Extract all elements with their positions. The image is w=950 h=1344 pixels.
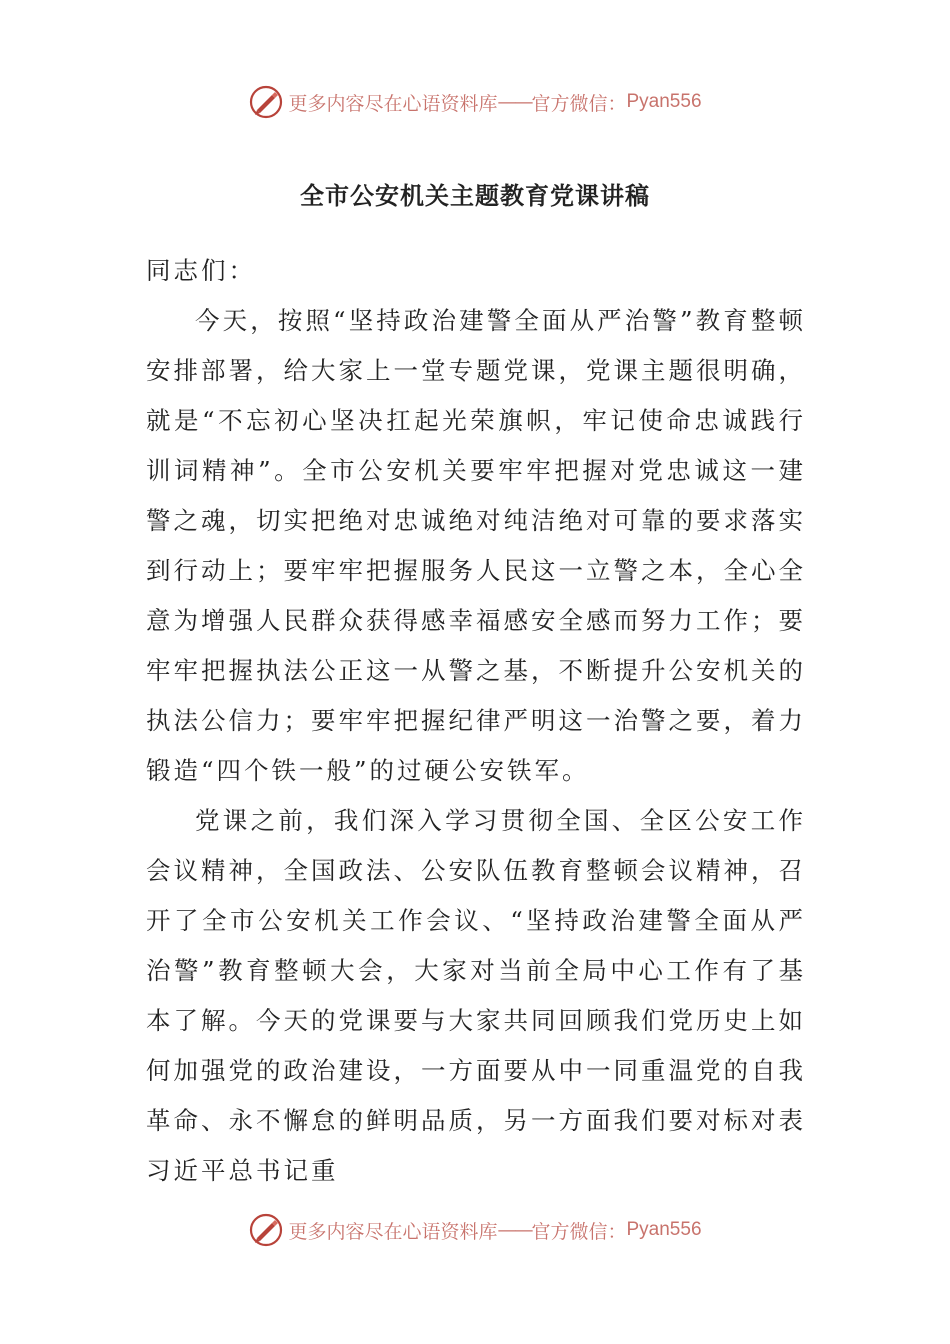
banner-dash: ——	[497, 1219, 532, 1241]
document-title: 全市公安机关主题教育党课讲稿	[300, 181, 650, 210]
salutation: 同志们：	[146, 256, 256, 285]
banner-wechat-id: Pyan556	[626, 1219, 702, 1240]
document-body	[146, 246, 806, 1196]
paragraph-1: 今天，按照“坚持政治建警全面从严治警”教育整顿安排部署，给大家上一堂专题党课，党课主题很明确，就是“不忘初心坚决扛起光荣旗帜，牢记使命忠诚践行训词精神”。全市公安机关要牢牢把握对党忠诚这一建警之魂，切实把绝对忠诚绝对纯洁绝对可靠的要求落实到行动上；要牢牢把握服务人民这一立警之本，全心全意为增强人民群众获得感幸福感安全感而努力工作；要牢牢把握执法公正这一从警之基，不断提升公安机关的执法公信力；要牢牢把握纪律严明这一治警之要，着力锻造“四个铁一般”的过硬公安铁军。	[146, 306, 806, 785]
banner-wechat-label: 官方微信：	[531, 1220, 627, 1243]
banner-text: 更多内容尽在心语资料库	[288, 92, 498, 115]
footer-watermark-banner	[0, 1212, 950, 1248]
pen-circle-icon	[248, 84, 284, 120]
banner-dash: ——	[497, 91, 532, 113]
banner-wechat-label: 官方微信：	[531, 92, 627, 115]
banner-wechat-id: Pyan556	[626, 91, 702, 112]
paragraph-2: 党课之前，我们深入学习贯彻全国、全区公安工作会议精神，全国政法、公安队伍教育整顿会议精神，召开了全市公安机关工作会议、“坚持政治建警全面从严治警”教育整顿大会，大家对当前全局中心工作有了基本了解。今天的党课要与大家共同回顾我们党历史上如何加强党的政治建设，一方面要从中一同重温党的自我革命、永不懈怠的鲜明品质，另一方面我们要对标对表习近平总书记重	[146, 806, 806, 1185]
banner-text: 更多内容尽在心语资料库	[288, 1220, 498, 1243]
pen-circle-icon	[248, 1212, 284, 1248]
header-watermark-banner	[0, 84, 950, 120]
